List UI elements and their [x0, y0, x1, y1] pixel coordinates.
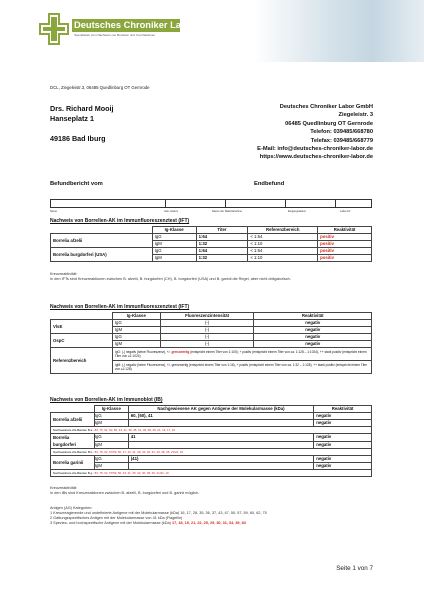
blot-crossreactivity-note: Kreuzreaktivität: In den IBs sind Kreuzreaktionen zwischen B. afzelii, B. burgdorferi und B. garinii möglich. [50, 486, 200, 495]
reference-range-label: Referenzbereich [51, 348, 113, 374]
result-badge: positiv [318, 234, 372, 241]
table-row: IgM (-) negativ [51, 327, 372, 334]
antigen-categories: Antigen (AG) Kategorien: 1 Kreuzreagierende und undefinierte Antigene mit der Molekularmasse (kDa) 16, 17, 28, 35, 36, 37, 43, 47, 50, 57, 59, 60, 62, 75 2 Gattungsspezifisches Antigen mit der Molekularmasse von 41 kDa (Flagellin) 3 Spezies- und hochspezifische Antigene mit der Molekularmasse (kDa) 17, 18, 19, 21, 22, 25, 29, 30, 31, 34, 39, 83 [50, 506, 267, 525]
label-sample-date: Datum der Materialnahme [212, 210, 242, 213]
lab-address [257, 103, 373, 162]
report-title: Befundbericht vom [50, 181, 103, 187]
page-number: Seite 1 von 7 [336, 565, 373, 572]
table-row: IgM 1:32 < 1:10 positiv [51, 241, 372, 248]
recipient-address [50, 104, 114, 144]
table-row: Borrelia afzelii IgG 1:64 < 1:64 positiv [51, 234, 372, 241]
band-list: Nachweisbare AG-Banden B.b.: 83, 75, 62, 57/59, 50, 47, 43, 41, 39, 34, 32, 31, 29, 28, 25, 21/22, 19 [51, 449, 372, 456]
lab-address-name: Deutsches Chroniker Labor GmbH [279, 104, 373, 110]
table-row [51, 470, 372, 477]
ift2-heading: Nachweis von Borrelien-AK im Immunfluoreszenztest (IFT) [50, 304, 190, 310]
lab-phone: Telefon: 039485/668780 [310, 129, 373, 136]
recipient-name: Drs. Richard Mooij [50, 104, 114, 113]
lab-website[interactable]: https://www.deutsches-chroniker-labor.de [259, 154, 373, 161]
result-badge: positiv [318, 248, 372, 255]
patient-info-box [50, 199, 372, 208]
lab-address-city: 06485 Quedlinburg OT Gernrode [285, 120, 373, 127]
table-row: IgM 1:32 < 1:10 positiv [51, 255, 372, 262]
table-row [51, 348, 372, 361]
table-row: OspC IgG (-) negativ [51, 334, 372, 341]
cross-logo-icon [39, 13, 69, 45]
table-row: Borrelia burgdorferi (USA) IgG 1:64 < 1:64 positiv [51, 248, 372, 255]
blot-heading: Nachweis von Borrelien-AK im Immunoblot (IB) [50, 397, 163, 403]
ift-titer-table [50, 226, 372, 262]
lab-logo-name: Deutsches Chroniker Labor [74, 20, 196, 30]
col-titer: Titer [196, 227, 248, 234]
ift-intensity-table: Ig-Klasse Fluoreszenzintensität Reaktivität VlsE IgG (-) negativ IgM (-) negativ OspC IgG (-) negativ IgM (-) negativ Referenzbereich IgG: (-) negativ (keine Fluoreszenz), +/- grenzwertig (entspricht einem Titer von 1:100), + positiv (entspricht einem Titer von ca. 1:128 – 1:1024), ++ stark positiv (entspricht einem Titer von ≥1:1024) IgM: (-) negativ (keine Fluoreszenz), +/- grenzwertig (entspricht einem Titer von 1:16), + positiv (entspricht einem Titer von ca. 1:32 – 1:128), ++ stark positiv (entspricht einem Titer von ≥1:128) [50, 312, 372, 374]
result-badge: positiv [318, 255, 372, 262]
lab-address-street: Ziegeleistr. 3 [338, 112, 373, 119]
lab-email[interactable]: E-Mail: info@deutsches-chroniker-labor.de [257, 146, 373, 153]
label-name: Name [50, 210, 57, 213]
table-row: IgM negativ [51, 420, 372, 427]
col-reference: Referenzbereich [248, 227, 318, 234]
letterhead [0, 0, 424, 62]
ift-crossreactivity-note: Kreuzreaktivität: In den IFTs sind Kreuzreaktionen zwischen B. afzelii, B. burgdorferi (CH), B. burgdorferi (USA) und B. garinii die Regel, aber nicht obligatorisch. [50, 272, 291, 281]
label-lab-number: Labor-Nr. [340, 210, 351, 213]
recipient-street: Hanseplatz 1 [50, 114, 94, 123]
col-ig-class: Ig-Klasse [152, 227, 196, 234]
table-row [51, 427, 372, 434]
row-label: Borrelia burgdorferi (USA) [51, 248, 153, 262]
table-row: Borrelia burgdorferi IgG 41 negativ [51, 434, 372, 442]
table-row: VlsE IgG (-) negativ [51, 320, 372, 327]
immunoblot-table: Ig-Klasse Nachgewiesene AK gegen Antigene der Molekularmasse (kDa) Reaktivität Borrelia afzelii IgG 60, (50), 41 negativ IgM negativ Nachweisbare AG-Banden B.a.: 83, 75, 62, 60, 50, 43, 41, 39, 35, 31, 30, 28, 25, 21, 19, 17, 16 Borrelia burgdorferi IgG 41 negativ IgM negativ Nachweisbare AG-Banden B.b.: 83, 75, 62, 57/59, 50, 47, 43, 41, 39, 34, 32, 31, 29, 28, 25, 21/22, 19 Borrelia garinii IgG (41) negativ IgM negativ Nachweisbare AG-Banden B.g.: 83, 75, 62, 57/59, 50, 43, 41, 35, 32, 30, 28, 25, 21/22, 19 [50, 405, 372, 477]
band-list: Nachweisbare AG-Banden B.a.: 83, 75, 62, 60, 50, 43, 41, 39, 35, 31, 30, 28, 25, 21, 19, 17, 16 [51, 427, 372, 434]
col-reactivity: Reaktivität [318, 227, 372, 234]
label-receipt-date: Eingangsdatum [288, 210, 307, 213]
recipient-city: 49186 Bad Iburg [50, 134, 106, 143]
table-row: Borrelia afzelii IgG 60, (50), 41 negativ [51, 413, 372, 420]
lab-fax: Telefax: 039485/668779 [310, 137, 373, 144]
table-row: IgM (-) negativ [51, 341, 372, 348]
report-status: Endbefund [254, 181, 285, 187]
lab-photo [254, 0, 424, 62]
table-row: Borrelia garinii IgG (41) negativ [51, 456, 372, 463]
band-list: Nachweisbare AG-Banden B.g.: 83, 75, 62, 57/59, 50, 43, 41, 35, 32, 30, 28, 25, 21/22, 19 [51, 470, 372, 477]
table-row: IgM negativ [51, 463, 372, 470]
row-label: Borrelia afzelii [51, 234, 153, 248]
reference-igg: IgG: (-) negativ (keine Fluoreszenz), +/- grenzwertig (entspricht einem Titer von 1:100), + positiv (entspricht einem Titer von ca. 1:128 – 1:1024), ++ stark positiv (entspricht einem Titer von ≥1:1024) [112, 348, 371, 361]
ift-heading: Nachweis von Borrelien-AK im Immunfluoreszenztest (IFT) [50, 218, 190, 224]
table-row [51, 449, 372, 456]
label-birthdate: Geb.-Datum [164, 210, 179, 213]
reference-igm: IgM: (-) negativ (keine Fluoreszenz), +/- grenzwertig (entspricht einem Titer von 1:16), + positiv (entspricht einem Titer von ca. 1:32 – 1:128), ++ stark positiv (entspricht einem Titer von ≥1:128) [112, 361, 371, 374]
table-row: IgM negativ [51, 441, 372, 449]
result-badge: positiv [318, 241, 372, 248]
lab-slogan: Spezialisten zum Nachweis von Borrelien und Co-Infektionen [74, 33, 156, 37]
sender-line: DCL, Ziegeleistr.3, 06485 Quedlinburg OT Gernrode [50, 85, 150, 90]
